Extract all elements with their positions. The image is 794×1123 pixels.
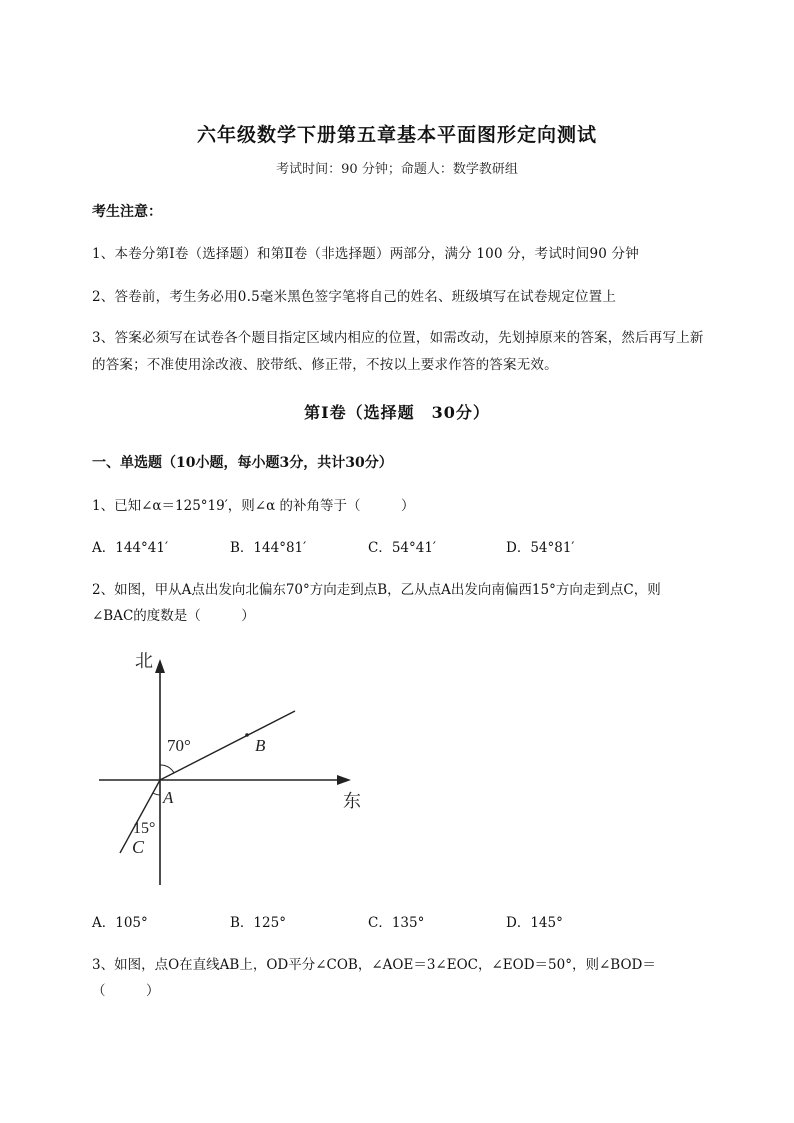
question-1-option-b: B．144°81′ [230, 540, 307, 556]
east-arrowhead [337, 775, 351, 785]
question-3-stem-line-2: （ ） [92, 983, 160, 999]
notice-item-3: 3、答案必须写在试卷各个题目指定区域内相应的位置，如需改动，先划掉原来的答案，然后再写上新 [92, 330, 704, 346]
direction-figure [95, 645, 375, 890]
question-3-stem-line-1: 3、如图，点O在直线AB上，OD平分∠COB，∠AOE＝3∠EOC，∠EOD＝50°，则∠BOD＝ [92, 957, 656, 973]
north-arrowhead [155, 659, 165, 673]
notice-item-2: 2、答卷前，考生务必用0.5毫米黑色签字笔将自己的姓名、班级填写在试卷规定位置上 [92, 289, 617, 305]
east-label: 东 [343, 791, 361, 812]
question-1-stem: 1、已知∠α＝125°19′，则∠α 的补角等于（ ） [92, 498, 415, 514]
question-1-option-a: A．144°41′ [92, 540, 169, 556]
notice-item-3-continued: 的答案；不准使用涂改液、胶带纸、修正带，不按以上要求作答的答案无效。 [92, 357, 558, 373]
question-1-option-c: C．54°41′ [368, 540, 437, 556]
notice-item-1: 1、本卷分第Ⅰ卷（选择题）和第Ⅱ卷（非选择题）两部分，满分 100 分，考试时间90 分钟 [92, 246, 639, 262]
question-2-option-a: A．105° [92, 915, 148, 931]
question-2-stem-line-2: ∠BAC的度数是（ ） [92, 608, 255, 624]
angle-70-arc [160, 765, 174, 773]
angle-15-label: 15° [133, 820, 156, 837]
angle-70-label: 70° [167, 736, 191, 755]
question-2-option-c: C．135° [368, 915, 425, 931]
section-title: 第Ⅰ卷（选择题 30分） [304, 403, 490, 422]
point-b-label: B [255, 736, 266, 755]
notice-heading: 考生注意： [92, 204, 162, 220]
point-b-dot [245, 733, 249, 737]
angle-15-arc [153, 793, 160, 795]
question-2-option-b: B．125° [230, 915, 286, 931]
question-2-option-d: D．145° [506, 915, 563, 931]
part-heading: 一、单选题（10小题，每小题3分，共计30分） [92, 455, 393, 471]
exam-title: 六年级数学下册第五章基本平面图形定向测试 [196, 124, 597, 146]
exam-subtitle: 考试时间：90 分钟；命题人：数学教研组 [276, 162, 518, 177]
question-2-stem-line-1: 2、如图，甲从A点出发向北偏东70°方向走到点B，乙从点A出发向南偏西15°方向走到点C，则 [92, 582, 661, 598]
point-a-label: A [163, 788, 174, 807]
point-c-label: C [132, 837, 145, 857]
north-label: 北 [135, 651, 153, 672]
question-1-option-d: D．54°81′ [506, 540, 575, 556]
